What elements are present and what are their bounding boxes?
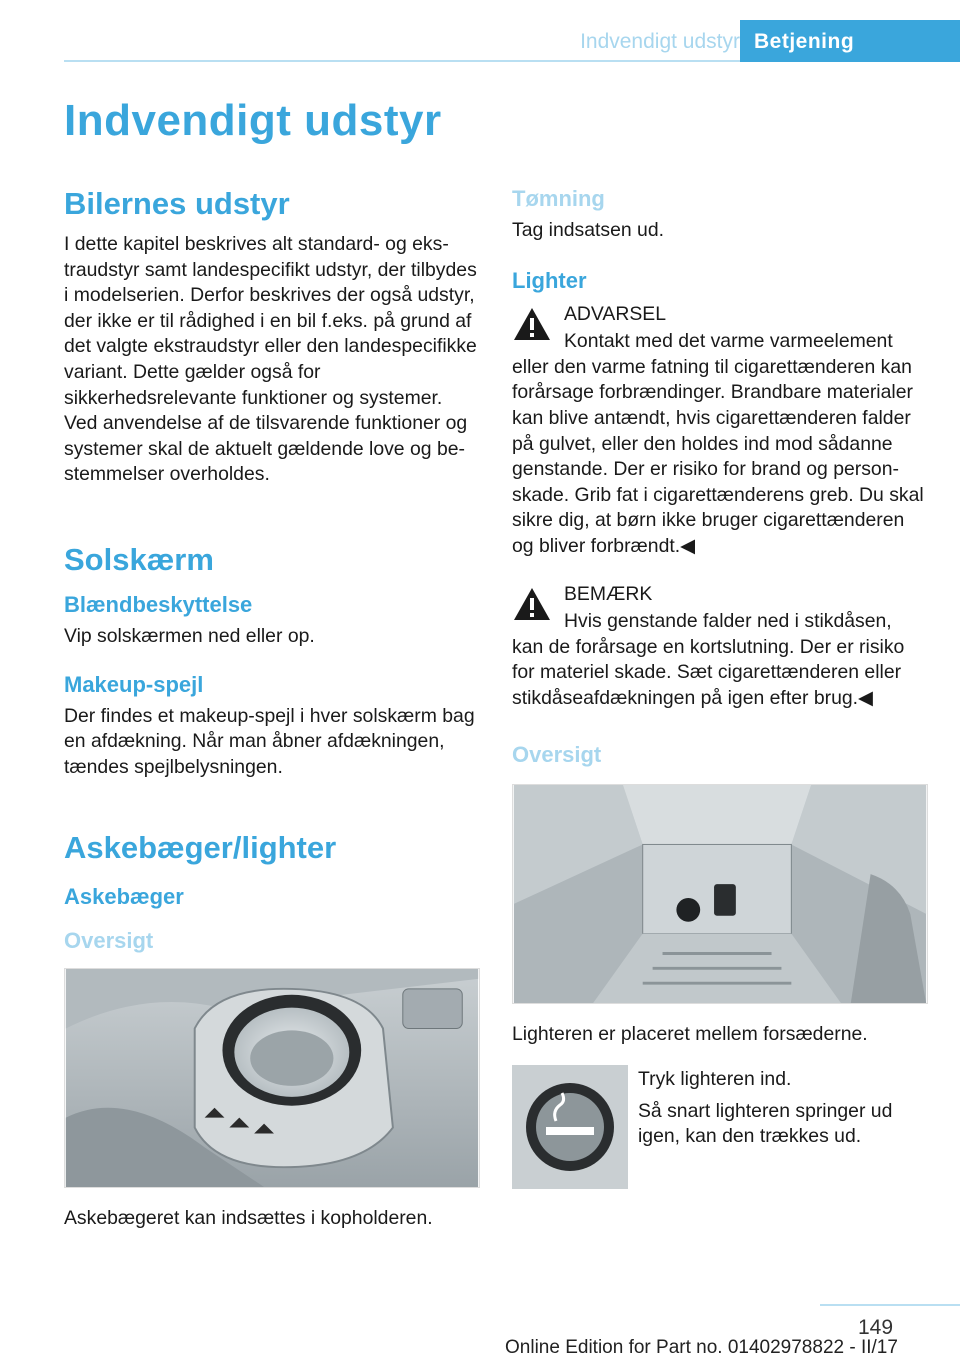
lighter-release-text: Så snart lighteren springer ud igen, kan den trækkes ud. bbox=[638, 1099, 893, 1148]
right-column bbox=[512, 186, 928, 1189]
header-chapter-tab: Betjening bbox=[740, 20, 960, 62]
heading-askebaeger-lighter: Askebæger/lighter bbox=[64, 830, 337, 866]
heading-lighter: Lighter bbox=[512, 267, 587, 293]
lighter-photo bbox=[512, 784, 928, 1004]
page-number: 149 bbox=[858, 1316, 894, 1339]
heading-solskaerm: Solskærm bbox=[64, 541, 214, 577]
warning-advarsel-text: Kontakt med det varme varmeelement eller den varme fatning til cigarettænderen kan forårsage forbrændinger. Brandbare materialer kan blive antændt, hvis cigarettænderen falder på gulvet, eller den holdes ind mod sådanne genstande. Der er risiko for brand og personskade. Grib fat i cigarettænderens greb. Du skal sikre dig, at børn ikke bruger cigarettænderen og bliver forbrændt.◀ bbox=[512, 330, 924, 557]
warning-triangle-icon bbox=[512, 306, 552, 342]
makeup-spejl-text: Der findes et makeup-spejl i hver solskærm bag en afdækning. Når man åbner afdækningen, tændes spejlbelysningen. bbox=[64, 704, 475, 778]
footer-rule bbox=[820, 1304, 960, 1306]
page-title: Indvendigt udstyr bbox=[64, 96, 442, 145]
blaendbeskyttelse-text: Vip solskærmen ned eller op. bbox=[64, 624, 315, 647]
header-rule bbox=[64, 60, 740, 62]
warning-triangle-icon bbox=[512, 586, 552, 622]
header-section-title: Indvendigt udstyr bbox=[580, 30, 740, 53]
ashtray-photo bbox=[64, 968, 480, 1188]
lighter-location-caption: Lighteren er placeret mellem forsæderne. bbox=[512, 1022, 868, 1045]
tomning-text: Tag indsatsen ud. bbox=[512, 219, 664, 241]
heading-oversigt-lighter: Oversigt bbox=[512, 741, 602, 767]
heading-makeup-spejl: Makeup-spejl bbox=[64, 671, 204, 697]
askebaeger-caption: Askebægeret kan indsættes i kopholderen. bbox=[64, 1207, 433, 1230]
heading-askebaeger: Askebæger bbox=[64, 884, 184, 910]
warning-bemaerk-label: BEMÆRK bbox=[564, 582, 653, 605]
warning-advarsel-label: ADVARSEL bbox=[564, 302, 667, 325]
bilernes-udstyr-text: I dette kapitel beskrives alt standard- og ekstraudstyr samt landespecifikt udstyr, der tilbydes i modelserien. Derfor beskrives der også udstyr, der ikke er til rådighed i en bil f.eks. på grund af det valgte ekstraudstyr eller den landespecifikke variant. Dette gælder også for sikkerhedsrelevante funktioner og systemer. Ved anvendelse af de tilsvarende funktioner og systemer skal de aktuelt gældende love og bestemmelser overholdes. bbox=[64, 233, 477, 486]
left-column bbox=[64, 186, 480, 1232]
heading-tomning: Tømning bbox=[512, 186, 605, 211]
warning-advarsel bbox=[512, 302, 928, 560]
lighter-push-text: Tryk lighteren ind. bbox=[638, 1068, 792, 1091]
heading-bilernes-udstyr: Bilernes udstyr bbox=[64, 186, 290, 221]
heading-blaendbeskyttelse: Blændbeskyttelse bbox=[64, 591, 253, 617]
cigarette-lighter-icon bbox=[512, 1065, 628, 1189]
lighter-usage bbox=[512, 1065, 928, 1189]
heading-oversigt-askebaeger: Oversigt bbox=[64, 928, 154, 954]
footer-edition: Online Edition for Part no. 01402978822 - II/17 bbox=[505, 1337, 898, 1358]
warning-bemaerk-text: Hvis genstande falder ned i stikdåsen, kan de forårsage en kortslutning. Der er risiko for materiel skade. Sæt cigarettænderen eller stikdåseafdækningen på igen efter brug.◀ bbox=[512, 610, 905, 709]
warning-bemaerk bbox=[512, 582, 928, 712]
